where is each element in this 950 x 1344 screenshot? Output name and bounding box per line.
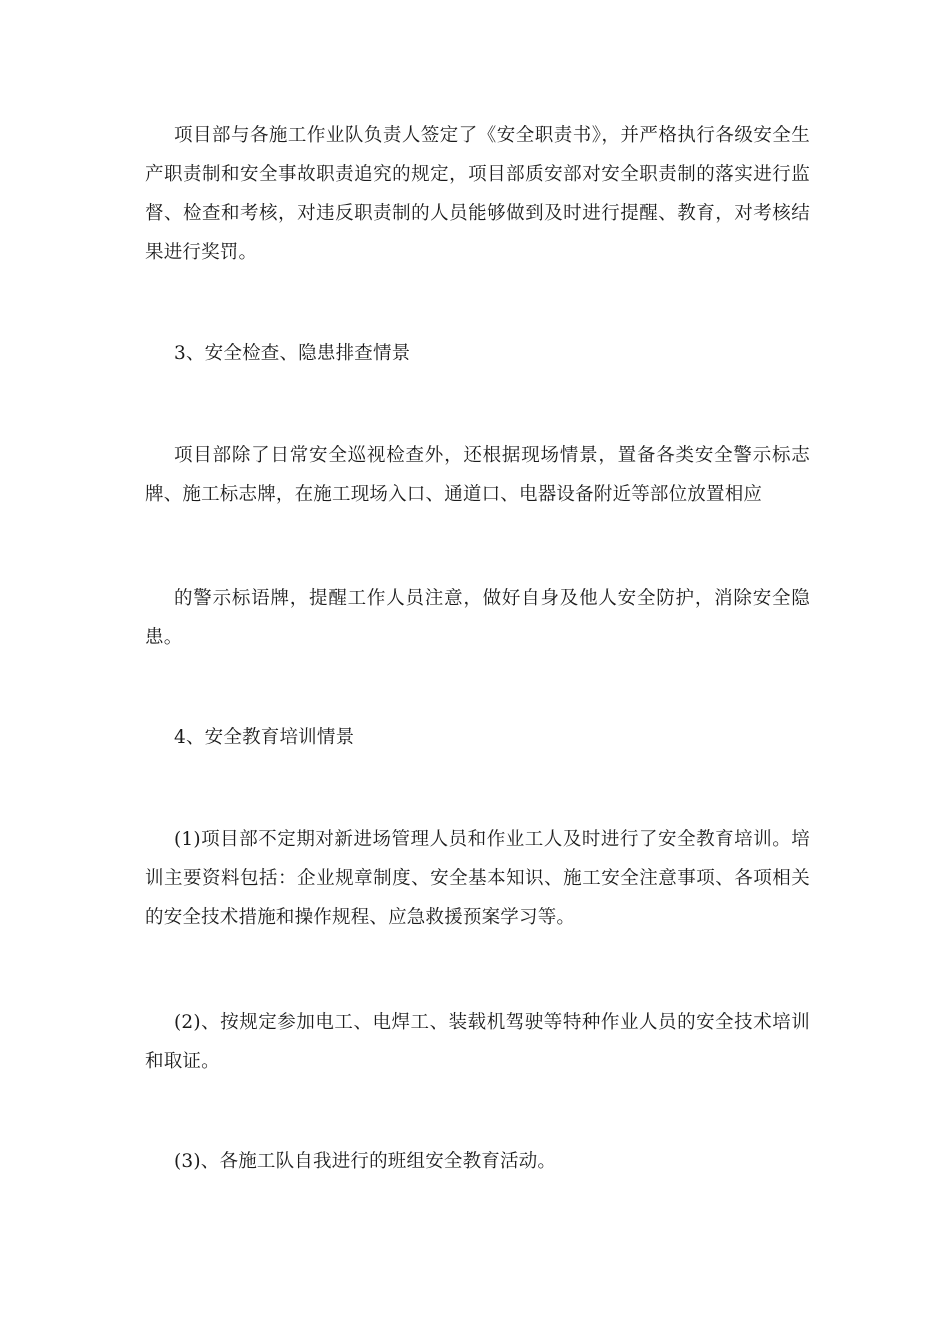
paragraph-training-item-2: (2)、按规定参加电工、电焊工、装载机驾驶等特种作业人员的安全技术培训和取证。 — [145, 1012, 810, 1072]
paragraph-inspection-signs-continued: 的警示标语牌，提醒工作人员注意，做好自身及他人安全防护，消除安全隐患。 — [145, 588, 810, 648]
paragraph-safety-responsibility: 项目部与各施工作业队负责人签定了《安全职责书》，并严格执行各级安全生产职责制和安全事故职责追究的规定，项目部质安部对安全职责制的落实进行监督、检查和考核，对违反职责制的人员能够做到及时进行提醒、教育，对考核结果进行奖罚。 — [145, 125, 810, 263]
section-heading-training: 4、安全教育培训情景 — [174, 727, 355, 748]
paragraph-training-item-1: (1)项目部不定期对新进场管理人员和作业工人及时进行了安全教育培训。培训主要资料包括：企业规章制度、安全基本知识、施工安全注意事项、各项相关的安全技术措施和操作规程、应急救援预案学习等。 — [145, 829, 810, 928]
paragraph-inspection-signs: 项目部除了日常安全巡视检查外，还根据现场情景，置备各类安全警示标志牌、施工标志牌，在施工现场入口、通道口、电器设备附近等部位放置相应 — [145, 445, 810, 505]
section-heading-inspection: 3、安全检查、隐患排查情景 — [174, 343, 411, 364]
paragraph-training-item-3: (3)、各施工队自我进行的班组安全教育活动。 — [174, 1151, 557, 1172]
